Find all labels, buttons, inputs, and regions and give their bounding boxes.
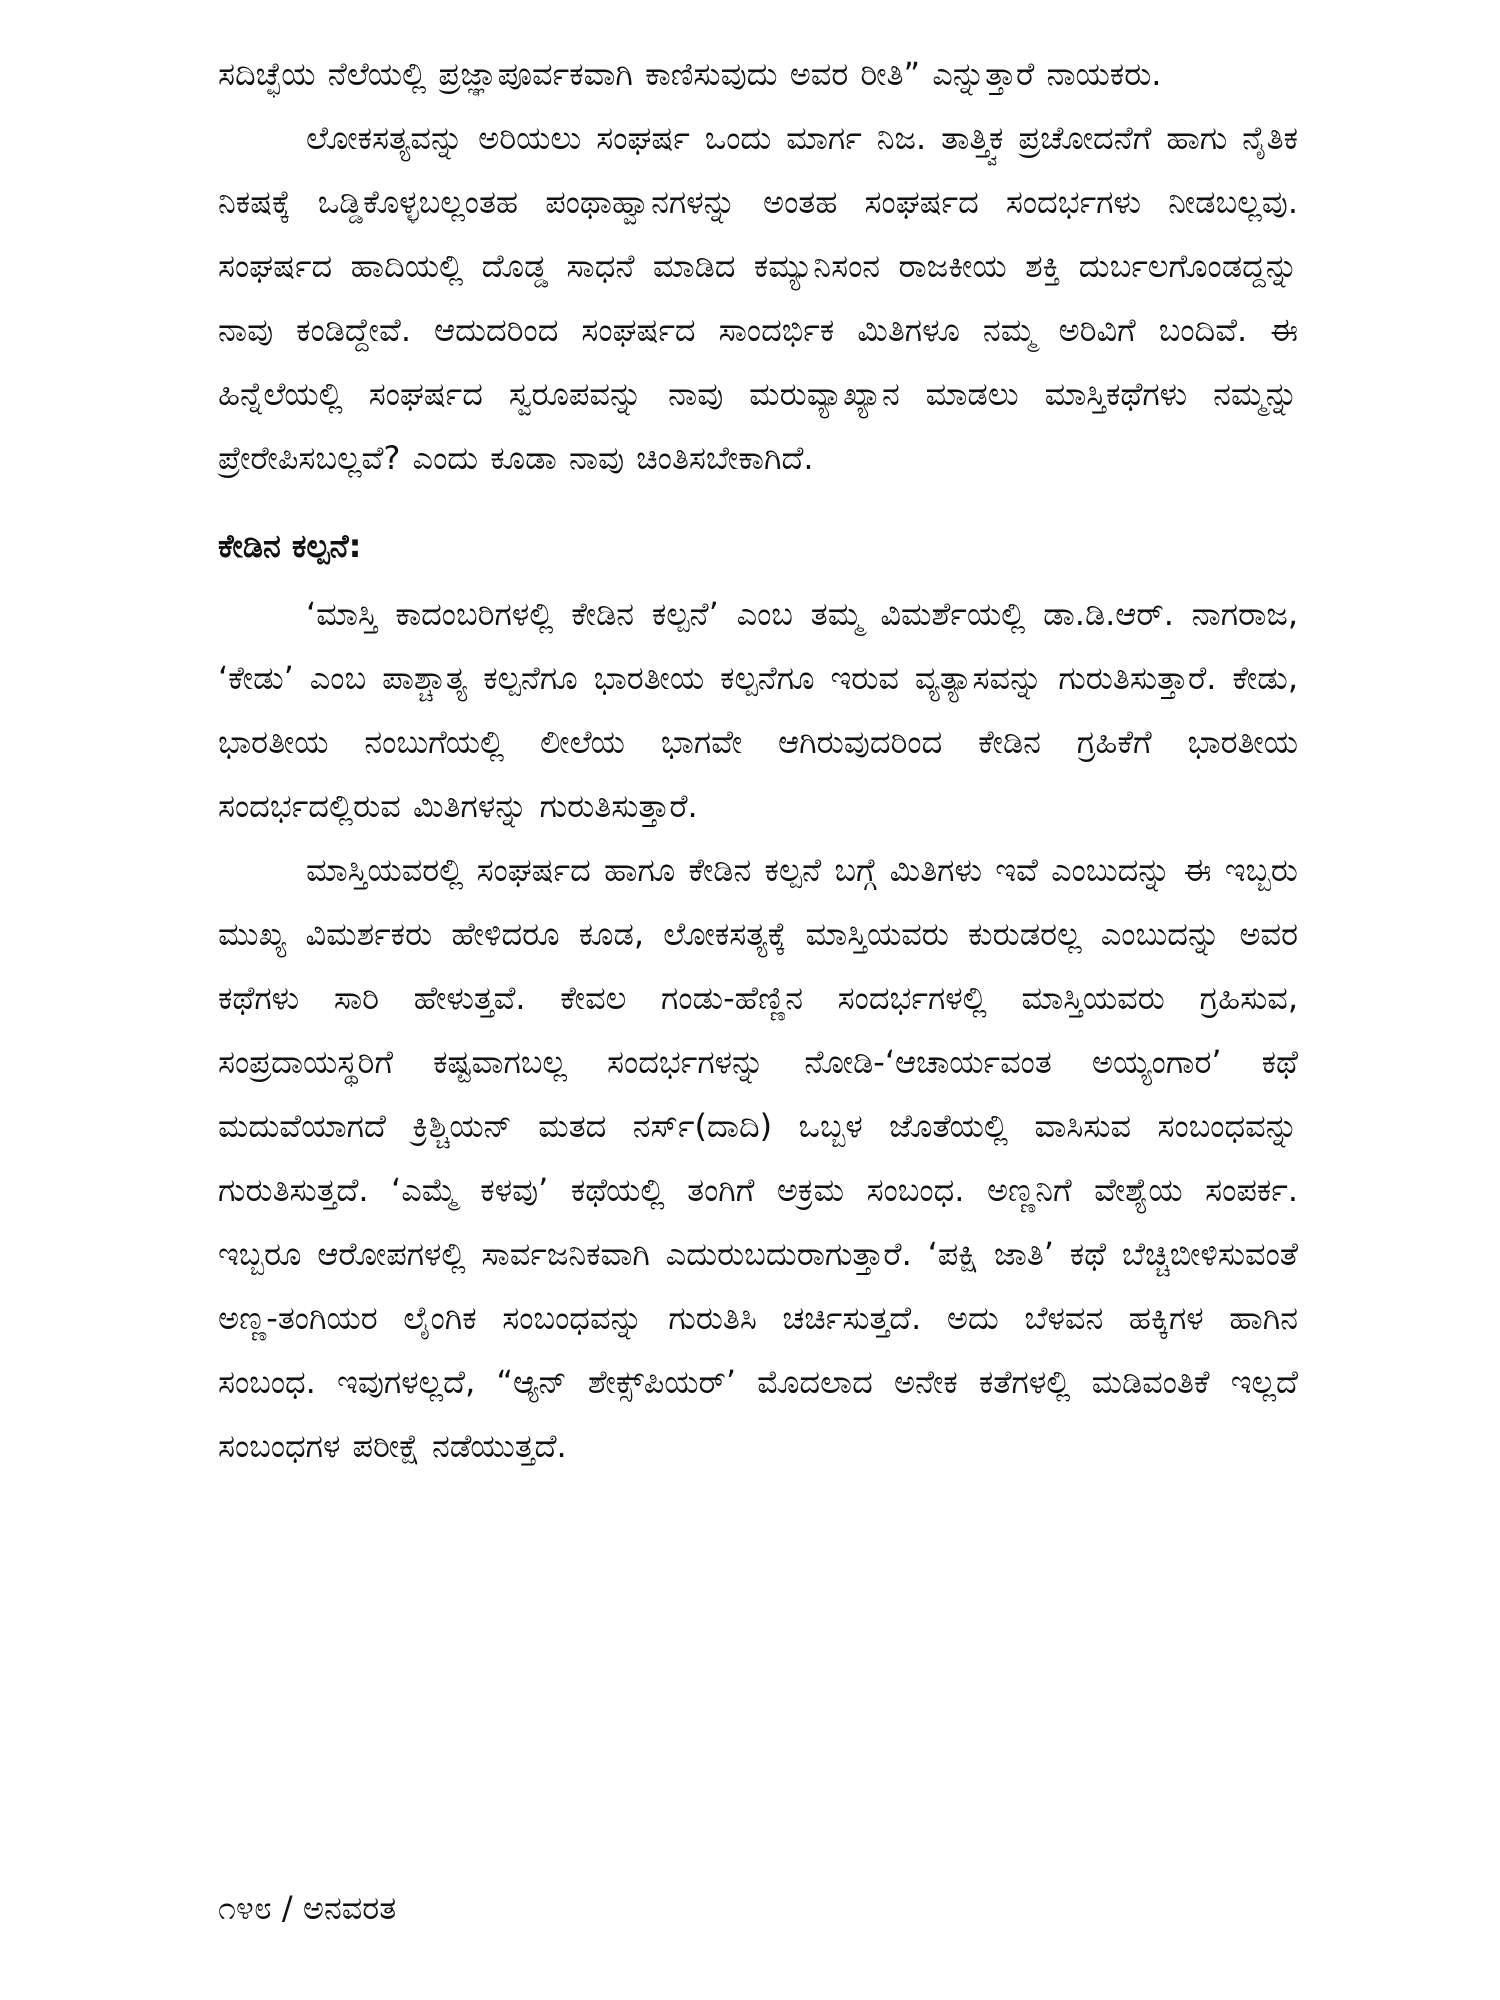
page-footer: ೧೪೮ / ಅನವರತ [218,1889,397,1927]
paragraph-masti: ಮಾಸ್ತಿಯವರಲ್ಲಿ ಸಂಘರ್ಷದ ಹಾಗೂ ಕೇಡಿನ ಕಲ್ಪನೆ ಬಗ್ಗೆ ಮಿತಿಗಳು ಇವೆ ಎಂಬುದನ್ನು ಈ ಇಬ್ಬರು ಮುಖ್ಯ ವಿಮರ್ಶಕರು ಹೇಳಿದರೂ ಕೂಡ, ಲೋಕಸತ್ಯಕ್ಕೆ ಮಾಸ್ತಿಯವರು ಕುರುಡರಲ್ಲ ಎಂಬುದನ್ನು ಅವರ ಕಥೆಗಳು ಸಾರಿ ಹೇಳುತ್ತವೆ. ಕೇವಲ ಗಂಡು-ಹೆಣ್ಣಿನ ಸಂದರ್ಭಗಳಲ್ಲಿ ಮಾಸ್ತಿಯವರು ಗ್ರಹಿಸುವ, ಸಂಪ್ರದಾಯಸ್ಥರಿಗೆ ಕಷ್ಟವಾಗಬಲ್ಲ ಸಂದರ್ಭಗಳನ್ನು ನೋಡಿ-‘ಆಚಾರ್ಯವಂತ ಅಯ್ಯಂಗಾರ’ ಕಥೆ ಮದುವೆಯಾಗದೆ ಕ್ರಿಶ್ಚಿಯನ್ ಮತದ ನರ್ಸ್(ದಾದಿ) ಒಬ್ಬಳ ಜೊತೆಯಲ್ಲಿ ವಾಸಿಸುವ ಸಂಬಂಧವನ್ನು ಗುರುತಿಸುತ್ತದೆ. ‘ಎಮ್ಮೆ ಕಳವು’ ಕಥೆಯಲ್ಲಿ ತಂಗಿಗೆ ಅಕ್ರಮ ಸಂಬಂಧ. ಅಣ್ಣನಿಗೆ ವೇಶ್ಯೆಯ ಸಂಪರ್ಕ. ಇಬ್ಬರೂ ಆರೋಪಗಳಲ್ಲಿ ಸಾರ್ವಜನಿಕವಾಗಿ ಎದುರುಬದುರಾಗುತ್ತಾರೆ. ‘ಪಕ್ಷಿ ಜಾತಿ’ ಕಥೆ ಬೆಚ್ಚಿಬೀಳಿಸುವಂತೆ ಅಣ್ಣ-ತಂಗಿಯರ ಲೈಂಗಿಕ ಸಂಬಂಧವನ್ನು ಗುರುತಿಸಿ ಚರ್ಚಿಸುತ್ತದೆ. ಅದು ಬೆಳವನ ಹಕ್ಕಿಗಳ ಹಾಗಿನ ಸಂಬಂಧ. ಇವುಗಳಲ್ಲದೆ, “ಆ್ಯನ್ ಶೇಕ್ಸ್‌ಪಿಯರ್’ ಮೊದಲಾದ ಅನೇಕ ಕತೆಗಳಲ್ಲಿ ಮಡಿವಂತಿಕೆ ಇಲ್ಲದೆ ಸಂಬಂಧಗಳ ಪರೀಕ್ಷೆ ನಡೆಯುತ್ತದೆ. [218,851,1298,1465]
section-heading: ಕೇಡಿನ ಕಲ್ಪನೆ: [218,527,362,565]
paragraph-intro: ಸದಿಚ್ಛೆಯ ನೆಲೆಯಲ್ಲಿ ಪ್ರಜ್ಞಾಪೂರ್ವಕವಾಗಿ ಕಾಣಿಸುವುದು ಅವರ ರೀತಿ” ಎನ್ನುತ್ತಾರೆ ನಾಯಕರು. [218,55,1162,93]
paragraph-kedu: ‘ಮಾಸ್ತಿ ಕಾದಂಬರಿಗಳಲ್ಲಿ ಕೇಡಿನ ಕಲ್ಪನೆ’ ಎಂಬ ತಮ್ಮ ವಿಮರ್ಶೆಯಲ್ಲಿ ಡಾ.ಡಿ.ಆರ್. ನಾಗರಾಜ, ‘ಕೇಡು’ ಎಂಬ ಪಾಶ್ಚಾತ್ಯ ಕಲ್ಪನೆಗೂ ಭಾರತೀಯ ಕಲ್ಪನೆಗೂ ಇರುವ ವ್ಯತ್ಯಾಸವನ್ನು ಗುರುತಿಸುತ್ತಾರೆ. ಕೇಡು, ಭಾರತೀಯ ನಂಬುಗೆಯಲ್ಲಿ ಲೀಲೆಯ ಭಾಗವೇ ಆಗಿರುವುದರಿಂದ ಕೇಡಿನ ಗ್ರಹಿಕೆಗೆ ಭಾರತೀಯ ಸಂದರ್ಭದಲ್ಲಿರುವ ಮಿತಿಗಳನ್ನು ಗುರುತಿಸುತ್ತಾರೆ. [218,595,1298,825]
paragraph-lokasatya: ಲೋಕಸತ್ಯವನ್ನು ಅರಿಯಲು ಸಂಘರ್ಷ ಒಂದು ಮಾರ್ಗ ನಿಜ. ತಾತ್ತ್ವಿಕ ಪ್ರಚೋದನೆಗೆ ಹಾಗು ನೈತಿಕ ನಿಕಷಕ್ಕೆ ಒಡ್ಡಿಕೊಳ್ಳಬಲ್ಲಂತಹ ಪಂಥಾಹ್ವಾನಗಳನ್ನು ಅಂತಹ ಸಂಘರ್ಷದ ಸಂದರ್ಭಗಳು ನೀಡಬಲ್ಲವು. ಸಂಘರ್ಷದ ಹಾದಿಯಲ್ಲಿ ದೊಡ್ಡ ಸಾಧನೆ ಮಾಡಿದ ಕಮ್ಯುನಿಸಂನ ರಾಜಕೀಯ ಶಕ್ತಿ ದುರ್ಬಲಗೊಂಡದ್ದನ್ನು ನಾವು ಕಂಡಿದ್ದೇವೆ. ಆದುದರಿಂದ ಸಂಘರ್ಷದ ಸಾಂದರ್ಭಿಕ ಮಿತಿಗಳೂ ನಮ್ಮ ಅರಿವಿಗೆ ಬಂದಿವೆ. ಈ ಹಿನ್ನೆಲೆಯಲ್ಲಿ ಸಂಘರ್ಷದ ಸ್ವರೂಪವನ್ನು ನಾವು ಮರುವ್ಯಾಖ್ಯಾನ ಮಾಡಲು ಮಾಸ್ತಿಕಥೆಗಳು ನಮ್ಮನ್ನು ಪ್ರೇರೇಪಿಸಬಲ್ಲವೆ? ಎಂದು ಕೂಡಾ ನಾವು ಚಿಂತಿಸಬೇಕಾಗಿದೆ. [218,119,1298,477]
document-page [218,42,1298,1922]
